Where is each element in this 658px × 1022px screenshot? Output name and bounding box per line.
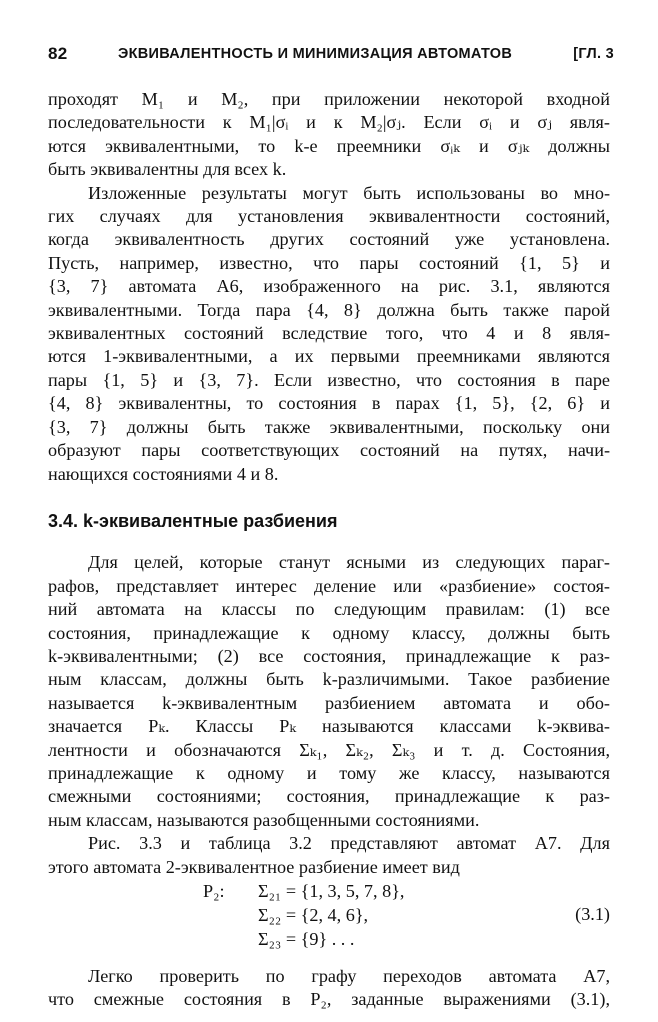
text-line: ным классам, называются разобщенными состояниями. <box>48 809 480 830</box>
page-body <box>48 88 610 1012</box>
text-line: ются эквивалентными, то k-е преемники σᵢₖ и σⱼₖ должны <box>48 135 610 156</box>
section-heading: 3.4. k-эквивалентные разбиения <box>48 510 338 531</box>
text-line: состояния, принадлежащие к одному классу, должны быть <box>48 622 610 643</box>
equation-number: (3.1) <box>575 904 610 924</box>
text-line: быть эквивалентны для всех k. <box>48 159 287 180</box>
text-line: пары {1, 5} и {3, 7}. Если известно, что состояния в паре <box>48 369 610 390</box>
paragraph-4 <box>48 832 610 879</box>
text-line: ются 1-эквивалентными, а их первыми преемниками являются <box>48 346 610 367</box>
page-number: 82 <box>48 44 68 63</box>
equation-row: Σ₂₂ = {2, 4, 6}, <box>258 905 369 925</box>
text-line: {3, 7} должны быть также эквивалентными, поскольку они <box>48 416 610 437</box>
text-line: лентности и обозначаются Σₖ₁, Σₖ₂, Σₖ₃ и т. д. Состояния, <box>48 739 610 760</box>
text-line: когда эквивалентность других состояний уже установлена. <box>48 229 610 250</box>
text-line: ний автомата на классы по следующим правилам: (1) все <box>48 599 610 620</box>
chapter-marker: [ГЛ. 3 <box>573 46 614 62</box>
text-line: гих случаях для установления эквивалентности состояний, <box>48 206 610 227</box>
paragraph-5 <box>48 965 610 1012</box>
text-line: {4, 8} эквивалентны, то состояния в парах {1, 5}, {2, 6} и <box>48 393 610 414</box>
equation-3-1 <box>48 879 610 955</box>
text-line: {3, 7} автомата A6, изображенного на рис. 3.1, являются <box>48 276 610 297</box>
text-line: нающихся состояниями 4 и 8. <box>48 463 279 484</box>
text-line: этого автомата 2-эквивалентное разбиение имеет вид <box>48 856 460 877</box>
text-line: Для целей, которые станут ясными из следующих параг- <box>88 552 610 573</box>
equation-row: Σ₂₃ = {9} . . . <box>258 929 355 949</box>
text-line: Легко проверить по графу переходов автомата A7, <box>88 966 610 986</box>
text-line: эквивалентных состояний вследствие того, что 4 и 8 явля- <box>48 323 610 344</box>
text-line: значается Pₖ. Классы Pₖ называются классами k-эквива- <box>48 716 610 737</box>
paragraph-1 <box>48 88 610 182</box>
text-line: Пусть, например, известно, что пары состояний {1, 5} и <box>48 252 610 273</box>
running-header <box>48 44 614 68</box>
text-line: называется k-эквивалентным разбиением автомата и обо- <box>48 692 610 713</box>
text-line: ным классам, должны быть k-различимыми. Такое разбиение <box>48 669 610 690</box>
text-line: последовательности к M₁|σᵢ и к M₂|σⱼ. Если σᵢ и σⱼ явля- <box>48 112 610 133</box>
paragraph-3 <box>48 551 610 832</box>
text-line: проходят M₁ и M₂, при приложении некоторой входной <box>48 89 610 109</box>
text-line: эквивалентными. Тогда пара {4, 8} должна быть также парой <box>48 299 610 320</box>
equation-row: Σ₂₁ = {1, 3, 5, 7, 8}, <box>258 881 405 901</box>
text-line: принадлежащие к одному и тому же классу, называются <box>48 762 610 783</box>
text-line: Изложенные результаты могут быть использованы во мно- <box>88 182 610 203</box>
equation-label: P₂: <box>203 881 225 901</box>
text-line: k-эквивалентными; (2) все состояния, принадлежащие к раз- <box>48 645 610 666</box>
text-line: Рис. 3.3 и таблица 3.2 представляют автомат A7. Для <box>88 833 610 854</box>
text-line: что смежные состояния в P₂, заданные выражениями (3.1), <box>48 989 610 1010</box>
paragraph-2 <box>48 182 610 486</box>
text-line: рафов, представляет интерес деление или «разбиение» состоя- <box>48 575 610 596</box>
running-title: ЭКВИВАЛЕНТНОСТЬ И МИНИМИЗАЦИЯ АВТОМАТОВ <box>118 46 513 62</box>
text-line: смежными состояниями; состояния, принадлежащие к раз- <box>48 786 610 807</box>
text-line: образуют пары соответствующих состояний на путях, начи- <box>48 440 610 461</box>
